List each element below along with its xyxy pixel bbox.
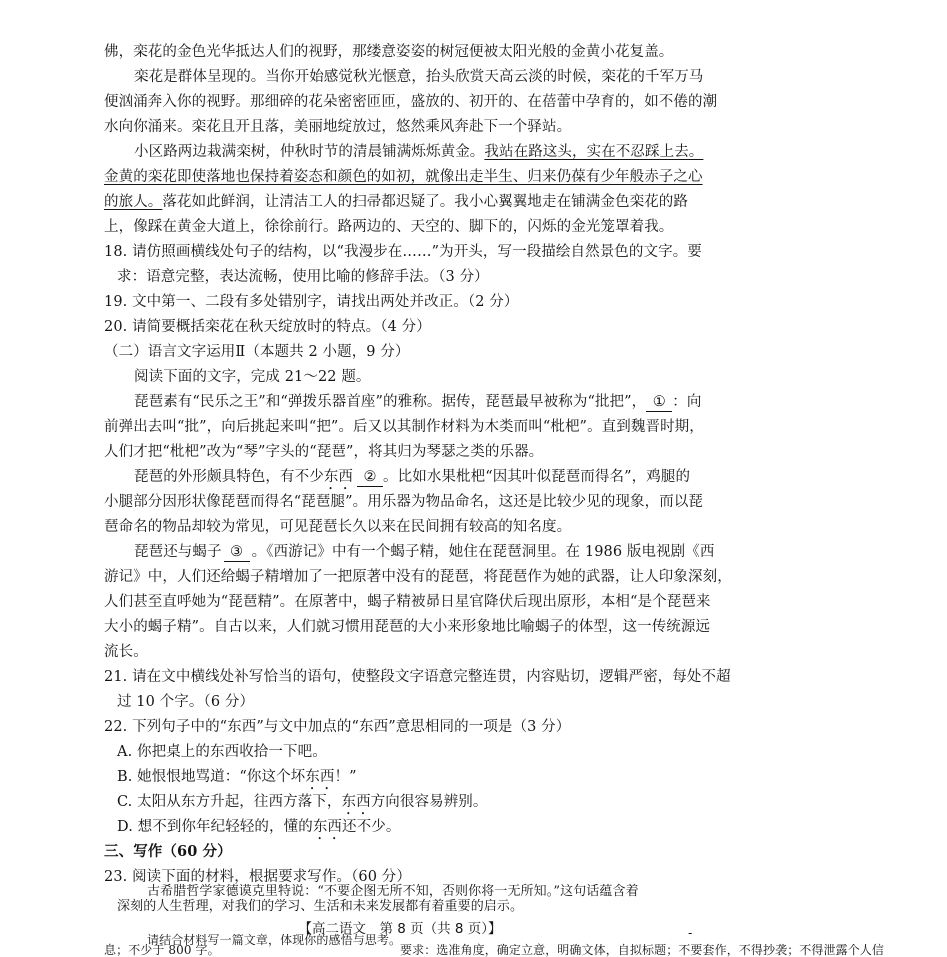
section-heading: 三、写作（60 分） [104, 843, 232, 860]
pipa-line: 流长。 [104, 644, 148, 660]
dotted-word: 东西 [312, 819, 343, 835]
passage-line: 水向你涌来。栾花且开且落，美丽地绽放过，悠然乘风奔赴下一个驿站。 [104, 119, 572, 135]
pipa-line: 游记》中，人们还给蝎子精增加了一把原著中没有的琵琶，将琵琶作为她的武器，让人印象深刻， [104, 569, 732, 585]
question-18-cont: 求：语意完整，表达流畅，使用比喻的修辞手法。（3 分） [117, 269, 489, 285]
pipa-text: 琵琶的外形颇具特色，有不少 [134, 469, 324, 485]
question-21-cont: 过 10 个字。（6 分） [117, 694, 255, 710]
passage-line [104, 191, 694, 213]
option-d [117, 816, 707, 843]
dotted-word: 东西 [341, 794, 371, 810]
dotted-word: 东西 [305, 769, 335, 785]
dotted-word: 东西 [323, 469, 354, 485]
option-a: A. 你把桌上的东西收拾一下吧。 [117, 744, 327, 760]
question-19: 19. 文中第一、二段有多处错别字，请找出两处并改正。（2 分） [104, 294, 519, 310]
passage-line: 上，像踩在黄金大道上，徐徐前行。路两边的、天空的、脚下的，闪烁的金光笼罩着我。 [104, 219, 674, 235]
pipa-line [134, 466, 694, 493]
underlined-sentence: 的旅人。 [104, 194, 163, 210]
pipa-line: 大小的蝎子精”。自古以来，人们就习惯用琵琶的大小来形象地比喻蝎子的体型，这一传统源远 [104, 619, 711, 635]
passage-text: 小区路两边栽满栾树，仲秋时节的清晨铺满烁烁黄金。 [134, 144, 485, 160]
passage-line: 便汹涌奔入你的视野。那细碎的花朵密密匝匝，盛放的、初开的、在蓓蕾中孕育的，如不倦的潮 [104, 94, 718, 110]
option-text: C. 太阳从东方升起，往西方落下， [117, 794, 342, 810]
corner-mark: - [688, 926, 693, 940]
option-b [117, 766, 707, 793]
passage-line [134, 141, 704, 163]
material-line: 古希腊哲学家德谟克里特说：“不要企图无所不知，否则你将一无所知。”这句话蕴含着 [147, 884, 639, 899]
option-text: D. 想不到你年纪轻轻的，懂的 [117, 819, 313, 835]
passage-line [104, 166, 703, 188]
passage-text: 落花如此鲜润，让清洁工人的扫帚都迟疑了。我小心翼翼地走在铺满金色栾花的路 [162, 194, 689, 210]
pipa-line [134, 391, 702, 413]
requirement-line: 要求：选准角度，确定立意，明确文体，自拟标题；不要套作，不得抄袭；不得泄露个人信 [400, 943, 885, 957]
blank-2: ② [357, 468, 383, 487]
instruction: 阅读下面的文字，完成 21～22 题。 [134, 369, 371, 385]
pipa-line: 小腿部分因形状像琵琶而得名“琵琶腿”。用乐器为物品命名，这还是比较少见的现象，而以琵 [104, 494, 704, 510]
pipa-text: 。比如水果枇杷“因其叶似琵琶而得名”，鸡腿的 [383, 469, 691, 485]
question-21: 21. 请在文中横线处补写恰当的语句，使整段文字语意完整连贯，内容贴切，逻辑严密，每处不超 [104, 669, 731, 685]
page-footer: 【高二语文 第 8 页（共 8 页）】 [298, 921, 502, 937]
pipa-line: 人们甚至直呼她为“琵琶精”。在原著中，蝎子精被昴日星官降伏后现出原形，本相“是个琵琶来 [104, 594, 711, 610]
pipa-line: 前弹出去叫“批”，向后挑起来叫“把”。后又以其制作材料为木类而叫“枇杷”。直到魏晋时期， [104, 419, 704, 435]
material-line: 请结合材料写一篇文章，体现你的感悟与思考。 [147, 933, 402, 947]
section-heading: （二）语言文字运用Ⅱ（本题共 2 小题，9 分） [104, 344, 410, 360]
passage-line: 栾花是群体呈现的。当你开始感觉秋光惬意，抬头欣赏天高云淡的时候，栾花的千军万马 [134, 69, 704, 85]
pipa-line [134, 541, 715, 563]
question-23: 23. 阅读下面的材料，根据要求写作。（60 分） [104, 869, 411, 885]
pipa-text: 琵琶素有“民乐之王”和“弹拨乐器首座”的雅称。据传，琵琶最早被称为“批把”， [134, 394, 647, 410]
pipa-line: 人们才把“枇杷”改为“琴”字头的“琵琶”，将其归为琴瑟之类的乐器。 [104, 444, 544, 460]
pipa-text: 琵琶还与蝎子 [134, 544, 222, 560]
question-20: 20. 请简要概括栾花在秋天绽放时的特点。（4 分） [104, 319, 431, 335]
option-text: B. 她恨恨地骂道：“你这个坏 [117, 769, 306, 785]
question-22: 22. 下列句子中的“东西”与文中加点的“东西”意思相同的一项是（3 分） [104, 719, 571, 735]
question-18: 18. 请仿照画横线处句子的结构，以“我漫步在……”为开头，写一段描绘自然景色的文字。要 [104, 244, 702, 260]
option-text: 还不少。 [342, 819, 401, 835]
material-line: 深刻的人生哲理，对我们的学习、生活和未来发展都有着重要的启示。 [117, 899, 524, 914]
underlined-sentence: 我站在路这头，实在不忍踩上去。 [484, 144, 704, 160]
option-text: 方向很容易辨别。 [370, 794, 488, 810]
requirement-line: 息；不少于 800 字。 [104, 943, 220, 957]
passage-line: 佛，栾花的金色光华抵达人们的视野，那缕意姿姿的树冠便被太阳光般的金黄小花复盖。 [104, 44, 674, 60]
blank-1: ① [646, 393, 672, 412]
pipa-line: 琶命名的物品却较为常见，可见琵琶长久以来在民间拥有较高的知名度。 [104, 519, 572, 535]
underlined-sentence: 金黄的栾花即使落地也保持着姿态和颜色的如初，就像出走半生、归来仍葆有少年般赤子之心 [104, 169, 703, 185]
pipa-text: ：向 [672, 394, 702, 410]
blank-3: ③ [224, 543, 250, 562]
option-text: ！” [334, 769, 357, 785]
option-c [117, 791, 707, 818]
pipa-text: 。《西游记》中有一个蝎子精，她住在琵琶洞里。在 1986 版电视剧《西 [251, 544, 715, 560]
